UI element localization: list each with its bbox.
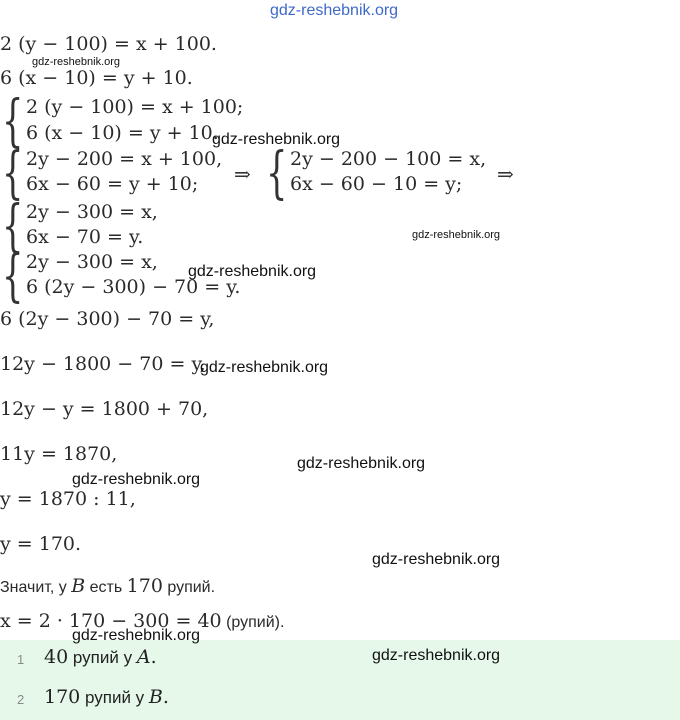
answer-text xyxy=(44,646,157,668)
watermark: gdz-reshebnik.org xyxy=(212,131,341,148)
conclusion-unit: (рупий). xyxy=(221,614,285,631)
system-2b-line-2: 6x − 60 − 10 = y; xyxy=(290,173,463,195)
implies-arrow: ⇒ xyxy=(497,162,514,186)
implies-arrow: ⇒ xyxy=(234,162,251,186)
conclusion-text: рупий. xyxy=(162,579,216,596)
watermark-top: gdz-reshebnik.org xyxy=(270,2,399,19)
equation-1: 2 (y − 100) = x + 100. xyxy=(0,33,217,55)
equation-2: 6 (x − 10) = y + 10. xyxy=(0,67,193,89)
conclusion-expression: x = 2 · 170 − 300 = 40 xyxy=(0,610,222,632)
watermark-small: gdz-reshebnik.org xyxy=(32,56,121,68)
watermark: gdz-reshebnik.org xyxy=(372,551,501,568)
conclusion-1 xyxy=(0,575,215,599)
system-brace: { xyxy=(2,244,24,309)
system-1-line-2: 6 (x − 10) = y + 10. xyxy=(26,122,219,144)
conclusion-text: Значит, у xyxy=(0,579,72,596)
watermark: gdz-reshebnik.org xyxy=(188,263,317,280)
answer-variable: B xyxy=(148,686,163,708)
watermark: gdz-reshebnik.org xyxy=(72,471,201,488)
system-brace: { xyxy=(2,89,24,154)
answer-row xyxy=(0,680,680,720)
step-4: 11y = 1870, xyxy=(0,443,118,465)
conclusion-number: 170 xyxy=(126,575,163,597)
system-3-line-1: 2y − 300 = x, xyxy=(26,201,158,223)
system-1-line-1: 2 (y − 100) = x + 100; xyxy=(26,96,244,118)
conclusion-text: есть xyxy=(85,579,127,596)
step-6: y = 170. xyxy=(0,533,82,555)
system-brace: { xyxy=(2,141,24,206)
watermark: gdz-reshebnik.org xyxy=(200,359,329,376)
answer-label: рупий у xyxy=(68,648,137,667)
variable-b: B xyxy=(71,575,86,597)
system-3-line-2: 6x − 70 = y. xyxy=(26,226,144,248)
system-4-line-1: 2y − 300 = x, xyxy=(26,251,158,273)
answer-end: . xyxy=(162,686,169,708)
answer-number: 2 xyxy=(17,692,25,707)
watermark-small: gdz-reshebnik.org xyxy=(412,229,501,241)
step-5: y = 1870 : 11, xyxy=(0,488,136,510)
watermark: gdz-reshebnik.org xyxy=(297,455,426,472)
step-3: 12y − y = 1800 + 70, xyxy=(0,398,209,420)
answer-text xyxy=(44,686,169,708)
answer-value: 40 xyxy=(44,646,69,668)
watermark: gdz-reshebnik.org xyxy=(72,627,201,644)
system-brace: { xyxy=(266,141,288,206)
system-2-line-2: 6x − 60 = y + 10; xyxy=(26,173,199,195)
answer-block xyxy=(0,640,680,720)
answer-value: 170 xyxy=(44,686,81,708)
answer-number: 1 xyxy=(17,652,25,667)
system-2-line-1: 2y − 200 = x + 100, xyxy=(26,148,223,170)
step-1: 6 (2y − 300) − 70 = y, xyxy=(0,308,215,330)
system-4-line-2: 6 (2y − 300) − 70 = y. xyxy=(26,276,241,298)
answer-row xyxy=(0,640,680,680)
system-2b-line-1: 2y − 200 − 100 = x, xyxy=(290,148,487,170)
answer-end: . xyxy=(150,646,157,668)
watermark: gdz-reshebnik.org xyxy=(372,647,501,664)
answer-variable: A xyxy=(136,646,151,668)
answer-label: рупий у xyxy=(80,688,149,707)
system-brace: { xyxy=(2,194,24,259)
step-2: 12y − 1800 − 70 = y, xyxy=(0,353,206,375)
